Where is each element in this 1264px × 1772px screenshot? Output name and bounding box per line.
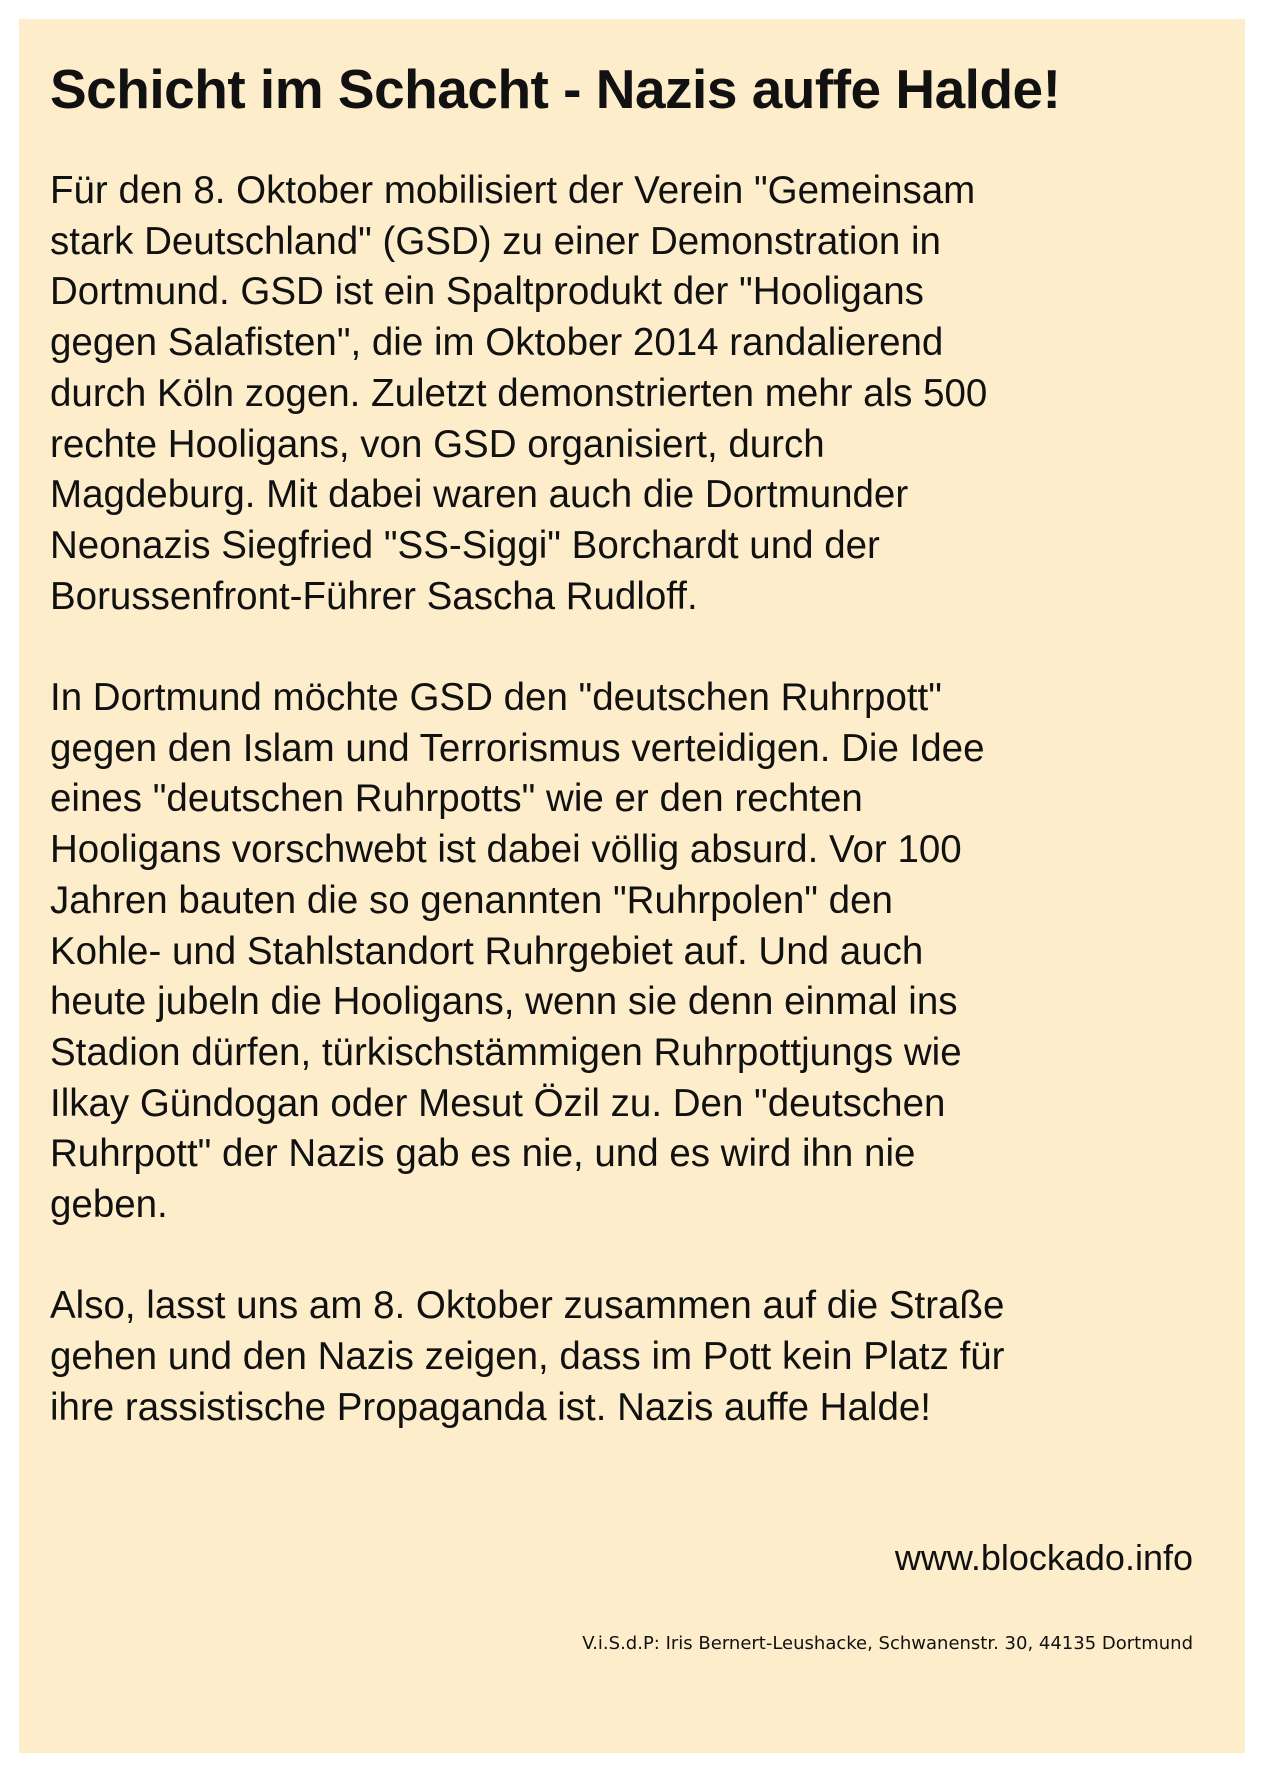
flyer-title: Schicht im Schacht - Nazis auffe Halde! — [50, 58, 1061, 120]
paragraph-call-to-action: Also, lasst uns am 8. Oktober zusammen auf die Straße gehen und den Nazis zeigen, dass im Pott kein Platz für ihre rassistische Propaganda ist. Nazis auffe Halde! — [50, 1284, 1005, 1429]
website-url: www.blockado.info — [894, 1537, 1193, 1578]
imprint-text: V.i.S.d.P: Iris Bernert-Leushacke, Schwanenstr. 30, 44135 Dortmund — [582, 1633, 1193, 1654]
flyer-sheet — [19, 19, 1245, 1753]
paragraph-ruhrpott: In Dortmund möchte GSD den "deutschen Ruhrpott" gegen den Islam und Terrorismus verteidigen. Die Idee eines "deutschen Ruhrpotts" wie er den rechten Hooligans vorschwebt ist dabei völlig absurd. Vor 100 Jahren bauten die so genannten "Ruhrpolen" den Kohle- und Stahlstandort Ruhrgebiet auf. Und auch heute jubeln die Hooligans, wenn sie denn einmal ins Stadion dürfen, türkischstämmigen Ruhrpottjungs wie Ilkay Gündogan oder Mesut Özil zu. Den "deutschen Ruhrpott" der Nazis gab es nie, und es wird ihn nie geben. — [50, 676, 985, 1227]
flyer-body — [50, 166, 1220, 1434]
paragraph-intro: Für den 8. Oktober mobilisiert der Verein "Gemeinsam stark Deutschland" (GSD) zu einer Demonstration in Dortmund. GSD ist ein Spaltprodukt der "Hooligans gegen Salafisten", die im Oktober 2014 randalierend durch Köln zogen. Zuletzt demonstrierten mehr als 500 rechte Hooligans, von GSD organisiert, durch Magdeburg. Mit dabei waren auch die Dortmunder Neonazis Siegfried "SS-Siggi" Borchardt und der Borussenfront-Führer Sascha Rudloff. — [50, 169, 988, 618]
